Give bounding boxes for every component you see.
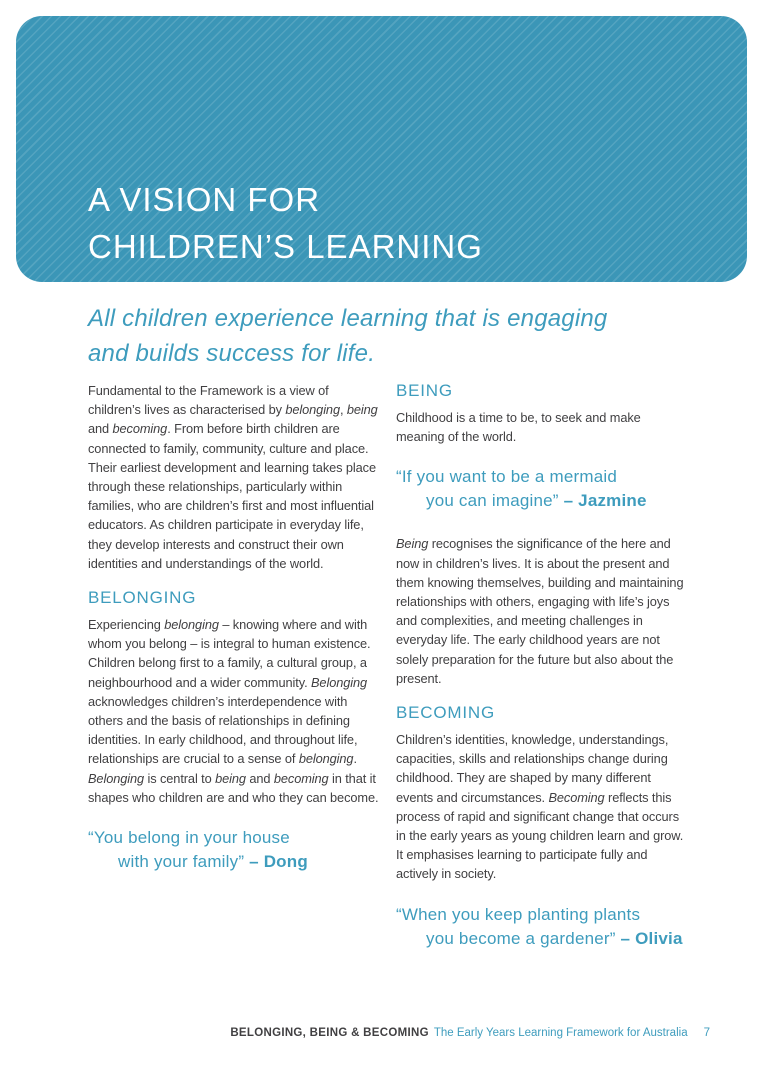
belonging-heading: BELONGING: [88, 588, 197, 608]
quote-dong-line1: “You belong in your house: [88, 828, 290, 848]
quote-dong: [88, 826, 380, 874]
page-title-line2: CHILDREN’S LEARNING: [88, 228, 483, 265]
quote-olivia-attribution: – Olivia: [620, 928, 683, 948]
left-column: [88, 381, 380, 951]
quote-olivia-line2: [396, 927, 688, 951]
quote-jazmine-line2-text: you can imagine”: [426, 491, 564, 511]
belonging-paragraph: Experiencing belonging – knowing where and with whom you belong – is integral to human existence. Children belong first to a family, a cultural group, a neighbourhood and a wider community. Belonging acknowledges children’s interdependence with others and the basis of relationships in defining identities. In early childhood, and throughout life, relationships are crucial to a sense of belonging. Belonging is central to being and becoming in that it shapes who children are and who they can become.: [88, 617, 379, 805]
quote-jazmine-line2: [396, 489, 688, 513]
quote-olivia: [396, 903, 688, 951]
being-heading: BEING: [396, 381, 453, 400]
being-lead-paragraph: Childhood is a time to be, to seek and make meaning of the world.: [396, 410, 641, 445]
becoming-paragraph: Children’s identities, knowledge, understandings, capacities, skills and relationships change during childhood. They are shaped by many different events and circumstances. Becoming reflects this process of rapid and significant change that occurs in the early years as young children learn and grow. It emphasises learning to participate fully and actively in society.: [396, 732, 684, 882]
quote-jazmine-line1: “If you want to be a mermaid: [396, 467, 618, 487]
footer-page-number: 7: [703, 1027, 710, 1039]
quote-dong-line2-text: with your family”: [118, 852, 250, 872]
page-title: [88, 176, 483, 270]
quote-olivia-line2-text: you become a gardener”: [426, 928, 621, 948]
vision-statement-line1: All children experience learning that is engaging: [88, 305, 608, 332]
vision-statement-line2: and builds success for life.: [88, 340, 376, 367]
quote-dong-attribution: – Dong: [249, 852, 308, 872]
right-column: [396, 381, 688, 951]
quote-jazmine: [396, 465, 688, 513]
being-paragraph: Being recognises the significance of the here and now in children’s lives. It is about the present and them knowing themselves, building and maintaining relationships with others, engaging with life’s joys and complexities, and meeting challenges in everyday life. The early childhood years are not solely preparation for the future but also about the present.: [396, 536, 684, 686]
footer-framework-title: The Early Years Learning Framework for Australia: [433, 1027, 688, 1039]
quote-jazmine-attribution: – Jazmine: [563, 491, 647, 511]
becoming-heading: BECOMING: [396, 703, 495, 723]
page-footer: [230, 1026, 710, 1041]
quote-dong-line2: [88, 850, 380, 874]
intro-paragraph: Fundamental to the Framework is a view of children’s lives as characterised by belonging, being and becoming. From before birth children are connected to family, community, culture and place. Their earliest development and learning takes place through these relationships, particularly within families, who are children’s first and most influential educators. As children participate in everyday life, they develop interests and construct their own identities and understandings of the world.: [88, 383, 378, 571]
body-columns: [88, 381, 688, 951]
page-title-line1: A VISION FOR: [88, 181, 321, 218]
quote-olivia-line1: “When you keep planting plants: [396, 904, 641, 924]
hero-banner: [16, 16, 747, 282]
vision-statement: [88, 301, 607, 371]
footer-book-title: BELONGING, BEING & BECOMING: [230, 1027, 429, 1039]
